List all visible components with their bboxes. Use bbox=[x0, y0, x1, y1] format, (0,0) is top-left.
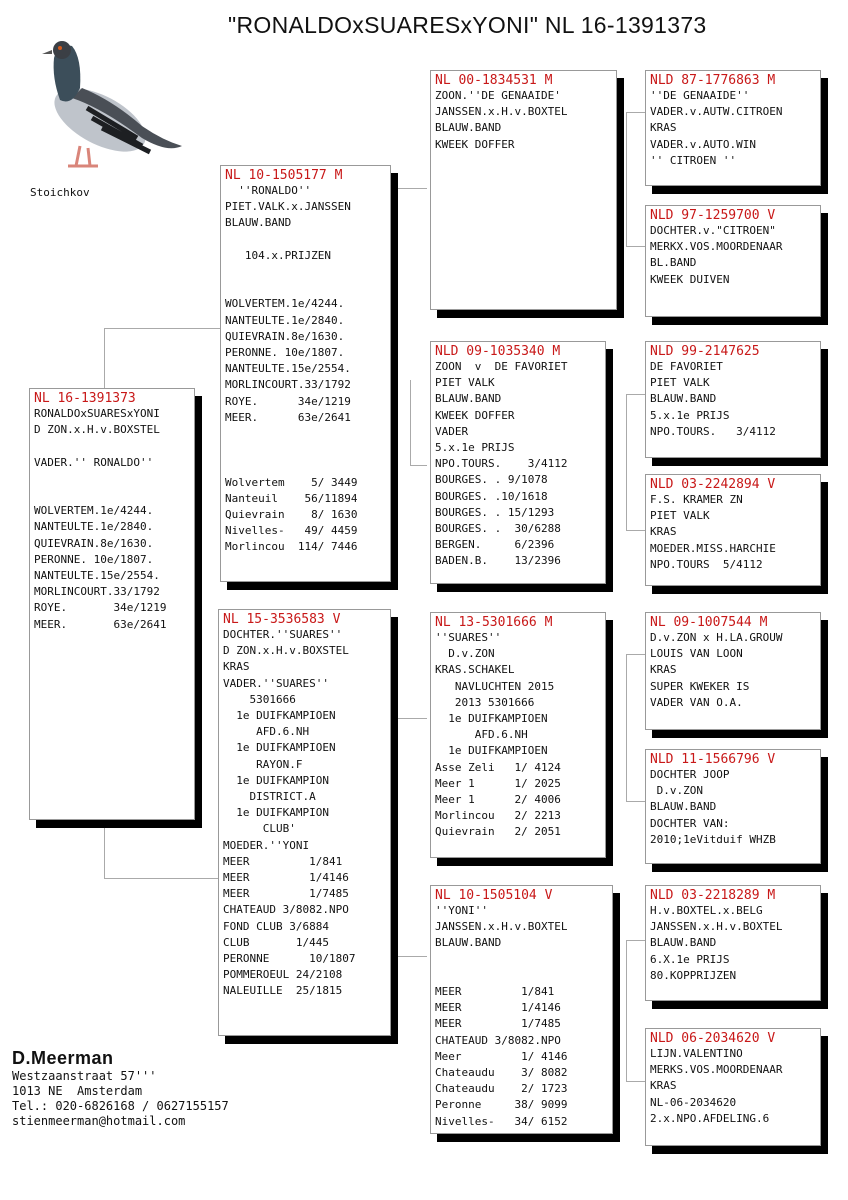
ring-number: NLD 11-1566796 V bbox=[650, 752, 776, 767]
pedigree-line: BL.BAND bbox=[650, 256, 697, 270]
connector bbox=[396, 718, 427, 849]
connector bbox=[626, 686, 645, 802]
pedigree-line: JANSSEN.x.H.v.BOXTEL bbox=[435, 105, 568, 119]
pedigree-line bbox=[225, 280, 390, 296]
pedigree-line: NPO.TOURS. 3/4112 bbox=[650, 424, 776, 438]
connector bbox=[626, 430, 645, 531]
pedigree-box-sire-sire bbox=[430, 70, 617, 310]
pedigree-line: RAYON.F bbox=[223, 757, 303, 771]
pedigree-line: QUIEVRAIN.8e/1630. bbox=[225, 329, 345, 343]
pedigree-line: D.v.ZON bbox=[435, 647, 495, 661]
owner-info bbox=[12, 1048, 229, 1129]
pedigree-line: MEER 1/841 bbox=[223, 854, 343, 868]
pedigree-box-gg1 bbox=[645, 70, 821, 186]
pedigree-line: FOND CLUB 3/6884 bbox=[223, 919, 329, 933]
pedigree-line: Asse Zeli 1/ 4124 bbox=[435, 760, 561, 774]
pedigree-line: 2010;1eVitduif WHZB bbox=[650, 832, 776, 846]
pedigree-line: 5.x.1e PRIJS bbox=[435, 441, 515, 455]
pedigree-line: NL-06-2034620 bbox=[650, 1095, 737, 1109]
pedigree-line: JANSSEN.x.H.v.BOXTEL bbox=[650, 920, 783, 934]
connector bbox=[626, 146, 645, 247]
pedigree-line: MERKS.VOS.MOORDENAAR bbox=[650, 1063, 783, 1077]
pedigree-line: WOLVERTEM.1e/4244. bbox=[225, 297, 345, 311]
pedigree-box-gg8 bbox=[645, 1028, 821, 1146]
pedigree-line: BLAUW.BAND bbox=[225, 216, 292, 230]
pedigree-line: Chateaudu 2/ 1723 bbox=[435, 1082, 568, 1096]
pedigree-box-dam-sire bbox=[430, 612, 606, 858]
pedigree-line: PIET.VALK.x.JANSSEN bbox=[225, 200, 351, 214]
connector bbox=[626, 940, 645, 977]
pedigree-line: PIET VALK bbox=[650, 376, 710, 390]
pedigree-line: 5.x.1e PRIJS bbox=[650, 408, 730, 422]
pedigree-line: LOUIS VAN LOON bbox=[650, 647, 743, 661]
pedigree-line: MEER 1/4146 bbox=[223, 871, 349, 885]
pedigree-line: KWEEK DUIVEN bbox=[650, 272, 730, 286]
pedigree-line: NANTEULTE.15e/2554. bbox=[34, 569, 160, 583]
pedigree-line bbox=[34, 438, 194, 454]
pedigree-line: ''RONALDO'' bbox=[225, 184, 312, 197]
pedigree-line: KRAS bbox=[650, 663, 677, 677]
pedigree-line: QUIEVRAIN.8e/1630. bbox=[34, 536, 154, 550]
pedigree-line bbox=[225, 442, 390, 458]
pedigree-line: KWEEK DOFFER bbox=[435, 408, 515, 422]
pedigree-line: MEER 1/7485 bbox=[223, 887, 349, 901]
pedigree-line: NAVLUCHTEN 2015 bbox=[435, 679, 555, 693]
pedigree-line: POMMEROEUL 24/2108 bbox=[223, 968, 343, 982]
ring-number: NLD 97-1259700 V bbox=[650, 208, 776, 223]
pedigree-line: LIJN.VALENTINO bbox=[650, 1047, 743, 1060]
pedigree-line: BOURGES. . 30/6288 bbox=[435, 522, 561, 536]
pedigree-line: 2013 5301666 bbox=[435, 695, 535, 709]
pedigree-line: 1e DUIFKAMPION bbox=[223, 773, 329, 787]
pedigree-box-gg2 bbox=[645, 205, 821, 317]
pedigree-box-gg5 bbox=[645, 612, 821, 730]
pedigree-line: NANTEULTE.1e/2840. bbox=[34, 520, 154, 534]
pedigree-line: Wolvertem 5/ 3449 bbox=[225, 475, 358, 489]
pedigree-line bbox=[34, 471, 194, 487]
pedigree-box-gg3 bbox=[645, 341, 821, 458]
owner-name: D.Meerman bbox=[12, 1048, 114, 1068]
connector bbox=[626, 654, 645, 687]
pedigree-line: Meer 1 2/ 4006 bbox=[435, 793, 561, 807]
pedigree-line: BOURGES. .10/1618 bbox=[435, 489, 548, 503]
pedigree-line: CLUB 1/445 bbox=[223, 935, 329, 949]
pedigree-line: 2.x.NPO.AFDELING.6 bbox=[650, 1111, 770, 1125]
pedigree-line bbox=[435, 968, 612, 984]
pedigree-line: DOCHTER VAN: bbox=[650, 816, 730, 830]
pedigree-line: MOEDER.MISS.HARCHIE bbox=[650, 541, 776, 555]
pedigree-line: NALEUILLE 25/1815 bbox=[223, 984, 343, 998]
connector bbox=[626, 394, 645, 431]
pedigree-line: ROYE. 34e/1219 bbox=[34, 601, 167, 615]
pedigree-line: KRAS bbox=[650, 1079, 677, 1093]
pedigree-line: VADER.v.AUTW.CITROEN bbox=[650, 105, 783, 119]
pedigree-line: VADER.'' RONALDO'' bbox=[34, 455, 154, 469]
pedigree-line: D.v.ZON x H.LA.GROUW bbox=[650, 631, 783, 644]
pedigree-line: Quievrain 8/ 1630 bbox=[225, 508, 358, 522]
pedigree-line: Nivelles- 49/ 4459 bbox=[225, 524, 358, 538]
pedigree-line: 1e DUIFKAMPIOEN bbox=[223, 709, 336, 723]
connector bbox=[626, 112, 645, 147]
pedigree-line: 1e DUIFKAMPIOEN bbox=[435, 744, 548, 758]
pedigree-line: BLAUW.BAND bbox=[650, 936, 717, 950]
pedigree-line: MEER 1/7485 bbox=[435, 1017, 561, 1031]
pedigree-line: KRAS bbox=[650, 525, 677, 539]
pedigree-line: KRAS bbox=[650, 121, 677, 135]
pedigree-line bbox=[225, 232, 390, 248]
pedigree-line: D ZON.x.H.v.BOXSTEL bbox=[34, 423, 160, 437]
pedigree-line bbox=[225, 458, 390, 474]
pedigree-line: BLAUW.BAND bbox=[650, 392, 717, 406]
pedigree-line: KRAS.SCHAKEL bbox=[435, 663, 515, 677]
ring-number: NL 00-1834531 M bbox=[435, 73, 553, 88]
pedigree-line: NPO.TOURS 5/4112 bbox=[650, 557, 763, 571]
pedigree-line: BLAUW.BAND bbox=[435, 121, 502, 135]
pedigree-line: NPO.TOURS. 3/4112 bbox=[435, 457, 568, 471]
pedigree-line: VADER.v.AUTO.WIN bbox=[650, 137, 756, 151]
pedigree-box-dam-dam bbox=[430, 885, 613, 1134]
pedigree-box-subject bbox=[29, 388, 195, 820]
pedigree-line: 1e DUIFKAMPION bbox=[223, 806, 329, 820]
pedigree-line: 80.KOPPRIJZEN bbox=[650, 968, 737, 982]
pedigree-line: VADER bbox=[435, 424, 469, 438]
ring-number: NLD 99-2147625 bbox=[650, 344, 760, 359]
pedigree-line: ''SUARES'' bbox=[435, 631, 502, 644]
pedigree-line bbox=[225, 264, 390, 280]
pedigree-line: MERKX.VOS.MOORDENAAR bbox=[650, 240, 783, 254]
pedigree-line: MEER 1/4146 bbox=[435, 1001, 561, 1015]
connector bbox=[396, 848, 427, 957]
pedigree-line: MORLINCOURT.33/1792 bbox=[225, 378, 351, 392]
pedigree-line: MORLINCOURT.33/1792 bbox=[34, 585, 160, 599]
ring-number: NLD 87-1776863 M bbox=[650, 73, 776, 88]
connector bbox=[104, 818, 221, 879]
pigeon-photo bbox=[32, 28, 182, 178]
pedigree-line: 1e DUIFKAMPIOEN bbox=[435, 712, 548, 726]
ring-number: NL 13-5301666 M bbox=[435, 615, 553, 630]
page-title: "RONALDOxSUARESxYONI" NL 16-1391373 bbox=[228, 12, 707, 38]
pedigree-line: DOCHTER.v."CITROEN" bbox=[650, 224, 776, 237]
pedigree-line: JANSSEN.x.H.v.BOXTEL bbox=[435, 920, 568, 934]
pedigree-line: BERGEN. 6/2396 bbox=[435, 538, 555, 552]
owner-city: 1013 NE Amsterdam bbox=[12, 1084, 143, 1098]
pedigree-line: PIET VALK bbox=[435, 376, 495, 390]
pedigree-line: Peronne 38/ 9099 bbox=[435, 1098, 568, 1112]
ring-number: NL 10-1505104 V bbox=[435, 888, 553, 903]
pedigree-line: DOCHTER.''SUARES'' bbox=[223, 628, 343, 641]
pedigree-line: PERONNE. 10e/1807. bbox=[34, 552, 154, 566]
pedigree-line: BLAUW.BAND bbox=[435, 936, 502, 950]
pedigree-line: SUPER KWEKER IS bbox=[650, 679, 750, 693]
pedigree-line: MEER. 63e/2641 bbox=[34, 617, 167, 631]
pedigree-line: F.S. KRAMER ZN bbox=[650, 493, 743, 506]
pedigree-line: AFD.6.NH bbox=[435, 728, 528, 742]
pedigree-line: NANTEULTE.15e/2554. bbox=[225, 362, 351, 376]
ring-number: NLD 03-2242894 V bbox=[650, 477, 776, 492]
ring-number: NLD 06-2034620 V bbox=[650, 1031, 776, 1046]
pedigree-line: BADEN.B. 13/2396 bbox=[435, 554, 561, 568]
ring-number: NL 16-1391373 bbox=[34, 391, 136, 406]
owner-email: stienmeerman@hotmail.com bbox=[12, 1114, 186, 1128]
connector bbox=[626, 976, 645, 1082]
pedigree-box-gg7 bbox=[645, 885, 821, 1001]
pedigree-line: VADER.''SUARES'' bbox=[223, 676, 329, 690]
pedigree-line: Nanteuil 56/11894 bbox=[225, 491, 358, 505]
pedigree-line bbox=[225, 426, 390, 442]
pedigree-line: '' CITROEN '' bbox=[650, 153, 737, 167]
pedigree-line: MOEDER.''YONI bbox=[223, 838, 310, 852]
ring-number: NLD 03-2218289 M bbox=[650, 888, 776, 903]
pedigree-line: Nivelles- 34/ 6152 bbox=[435, 1114, 568, 1128]
pedigree-line: Meer 1 1/ 2025 bbox=[435, 776, 561, 790]
pedigree-line: ZOON.''DE GENAAIDE' bbox=[435, 89, 561, 102]
ring-number: NL 15-3536583 V bbox=[223, 612, 341, 627]
pedigree-line: BLAUW.BAND bbox=[650, 800, 717, 814]
owner-address: Westzaanstraat 57''' bbox=[12, 1069, 157, 1083]
pedigree-line: Meer 1/ 4146 bbox=[435, 1049, 568, 1063]
pedigree-line: CHATEAUD 3/8082.NPO bbox=[435, 1033, 561, 1047]
pedigree-line: DE FAVORIET bbox=[650, 360, 723, 373]
pedigree-line: 5301666 bbox=[223, 692, 296, 706]
pedigree-line: ''DE GENAAIDE'' bbox=[650, 89, 750, 102]
pedigree-line: Chateaudu 3/ 8082 bbox=[435, 1066, 568, 1080]
pedigree-box-sire-dam bbox=[430, 341, 606, 584]
pedigree-line: H.v.BOXTEL.x.BELG bbox=[650, 904, 763, 917]
pedigree-line: MEER 1/841 bbox=[435, 985, 555, 999]
pedigree-line: PIET VALK bbox=[650, 509, 710, 523]
pedigree-line: PERONNE 10/1807 bbox=[223, 952, 356, 966]
pedigree-line bbox=[435, 952, 612, 968]
pedigree-line: MEER. 63e/2641 bbox=[225, 410, 351, 424]
pedigree-box-sire bbox=[220, 165, 391, 582]
pedigree-line: VADER VAN O.A. bbox=[650, 695, 743, 709]
connector bbox=[410, 380, 427, 466]
pedigree-line: Quievrain 2/ 2051 bbox=[435, 825, 561, 839]
ring-number: NL 10-1505177 M bbox=[225, 168, 343, 183]
pedigree-line: DISTRICT.A bbox=[223, 790, 316, 804]
ring-number: NL 09-1007544 M bbox=[650, 615, 768, 630]
pedigree-line: BLAUW.BAND bbox=[435, 392, 502, 406]
pedigree-line: DOCHTER JOOP bbox=[650, 768, 730, 781]
pedigree-line: PERONNE. 10e/1807. bbox=[225, 346, 345, 360]
pedigree-line: AFD.6.NH bbox=[223, 725, 310, 739]
pedigree-line: ROYE. 34e/1219 bbox=[225, 394, 351, 408]
pedigree-line bbox=[34, 487, 194, 503]
pedigree-line: CHATEAUD 3/8082.NPO bbox=[223, 903, 349, 917]
pedigree-box-gg4 bbox=[645, 474, 821, 586]
photo-caption: Stoichkov bbox=[30, 186, 90, 199]
connector bbox=[104, 328, 221, 391]
pedigree-line: RONALDOxSUARESxYONI bbox=[34, 407, 160, 420]
ring-number: NLD 09-1035340 M bbox=[435, 344, 561, 359]
pedigree-line: KRAS bbox=[223, 660, 250, 674]
pedigree-line: D.v.ZON bbox=[650, 784, 703, 798]
pedigree-line: WOLVERTEM.1e/4244. bbox=[34, 504, 154, 518]
pedigree-line: D ZON.x.H.v.BOXSTEL bbox=[223, 644, 349, 658]
pedigree-line: BOURGES. . 15/1293 bbox=[435, 505, 555, 519]
pedigree-line: Morlincou 114/ 7446 bbox=[225, 540, 358, 554]
pedigree-line: BOURGES. . 9/1078 bbox=[435, 473, 548, 487]
pedigree-line: NANTEULTE.1e/2840. bbox=[225, 313, 345, 327]
pedigree-line: 1e DUIFKAMPIOEN bbox=[223, 741, 336, 755]
pedigree-box-gg6 bbox=[645, 749, 821, 864]
pedigree-line: 104.x.PRIJZEN bbox=[225, 248, 331, 262]
pedigree-line: Morlincou 2/ 2213 bbox=[435, 809, 561, 823]
pedigree-line: 6.X.1e PRIJS bbox=[650, 952, 730, 966]
pedigree-line: ''YONI'' bbox=[435, 904, 488, 917]
pedigree-box-dam bbox=[218, 609, 391, 1036]
pedigree-line: ZOON v DE FAVORIET bbox=[435, 360, 568, 373]
pedigree-line: CLUB' bbox=[223, 822, 296, 836]
pedigree-line: KWEEK DOFFER bbox=[435, 137, 515, 151]
owner-phone: Tel.: 020-6826168 / 0627155157 bbox=[12, 1099, 229, 1113]
